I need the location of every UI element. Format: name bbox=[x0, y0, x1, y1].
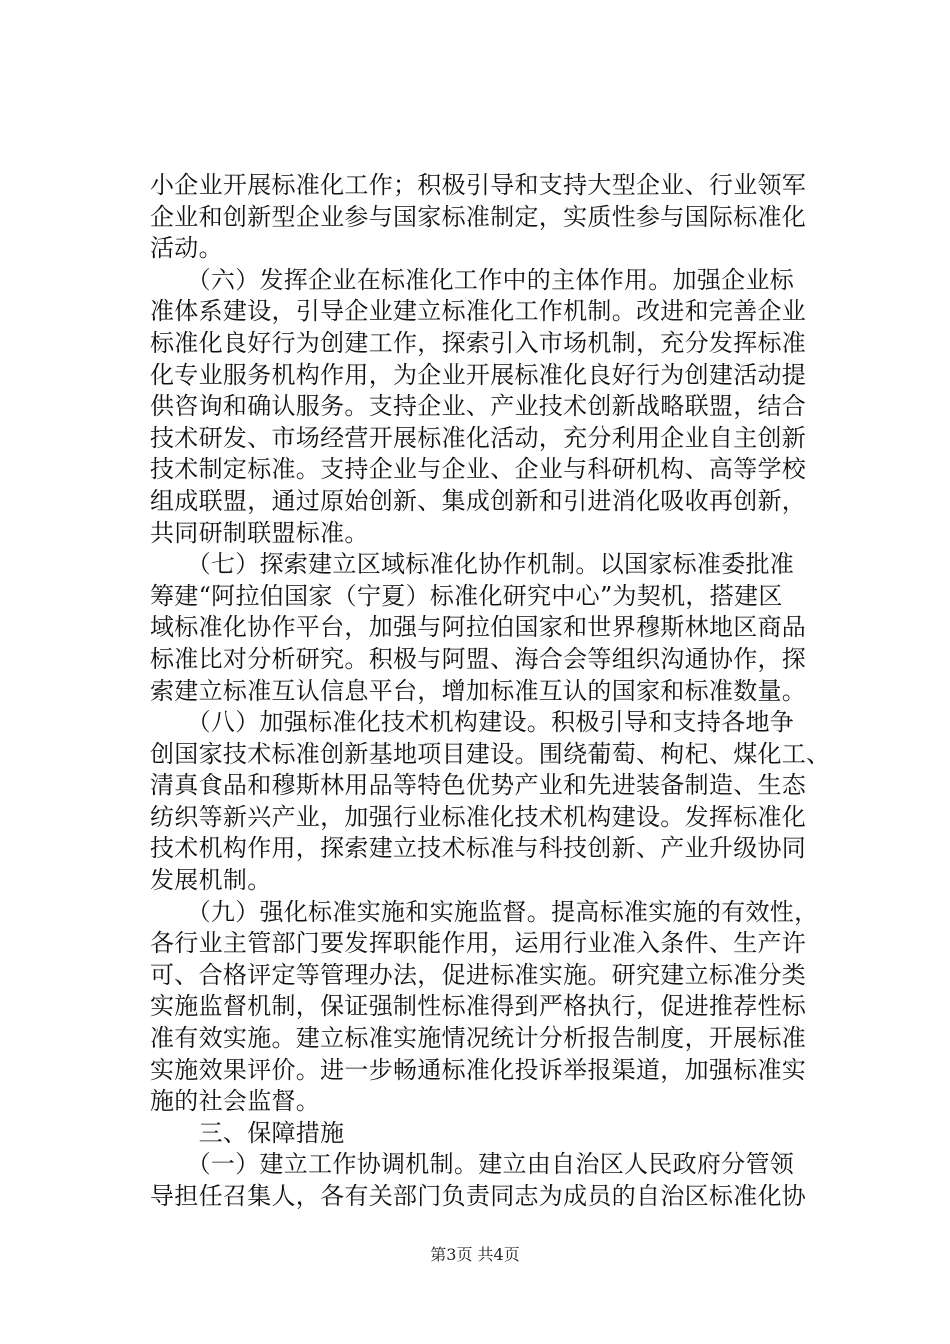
page-number-footer: 第3页 共4页 bbox=[430, 1245, 520, 1264]
text-line: 活动。 bbox=[150, 234, 223, 263]
text-line: 标准比对分析研究。积极与阿盟、海合会等组织沟通协作，探 bbox=[150, 644, 807, 673]
text-line: 纺织等新兴产业，加强行业标准化技术机构建设。发挥标准化 bbox=[150, 802, 807, 831]
text-line: （六）发挥企业在标准化工作中的主体作用。加强企业标 bbox=[150, 265, 795, 294]
text-line: 技术制定标准。支持企业与企业、企业与科研机构、高等学校 bbox=[150, 455, 807, 484]
text-line: 共同研制联盟标准。 bbox=[150, 518, 369, 547]
text-line: 准体系建设，引导企业建立标准化工作机制。改进和完善企业 bbox=[150, 297, 807, 326]
text-line: 供咨询和确认服务。支持企业、产业技术创新战略联盟，结合 bbox=[150, 392, 807, 421]
text-line: 可、合格评定等管理办法，促进标准实施。研究建立标准分类 bbox=[150, 960, 807, 989]
text-line: 准有效实施。建立标准实施情况统计分析报告制度，开展标准 bbox=[150, 1024, 807, 1053]
text-line: （八）加强标准化技术机构建设。积极引导和支持各地争 bbox=[150, 708, 795, 737]
text-line: 小企业开展标准化工作；积极引导和支持大型企业、行业领军 bbox=[150, 171, 807, 199]
body-text bbox=[150, 170, 840, 1213]
text-line: （七）探索建立区域标准化协作机制。以国家标准委批准 bbox=[150, 550, 795, 579]
text-line: （一）建立工作协调机制。建立由自治区人民政府分管领 bbox=[150, 1150, 795, 1179]
text-line: 导担任召集人，各有关部门负责同志为成员的自治区标准化协 bbox=[150, 1182, 807, 1210]
text-line: 清真食品和穆斯林用品等特色优势产业和先进装备制造、生态 bbox=[150, 771, 807, 800]
section-heading: 三、保障措施 bbox=[150, 1118, 345, 1147]
text-line: 索建立标准互认信息平台，增加标准互认的国家和标准数量。 bbox=[150, 676, 807, 705]
text-line: 标准化良好行为创建工作，探索引入市场机制，充分发挥标准 bbox=[150, 328, 807, 357]
text-line: 施的社会监督。 bbox=[150, 1087, 321, 1116]
text-line: 创国家技术标准创新基地项目建设。围绕葡萄、枸杞、煤化工、 bbox=[150, 739, 831, 768]
text-line: 企业和创新型企业参与国家标准制定，实质性参与国际标准化 bbox=[150, 202, 807, 231]
text-line: 发展机制。 bbox=[150, 866, 272, 895]
text-line: 各行业主管部门要发挥职能作用，运用行业准入条件、生产许 bbox=[150, 929, 807, 958]
text-line: （九）强化标准实施和实施监督。提高标准实施的有效性， bbox=[150, 897, 819, 926]
text-line: 技术机构作用，探索建立技术标准与科技创新、产业升级协同 bbox=[150, 834, 807, 863]
text-line: 技术研发、市场经营开展标准化活动，充分利用企业自主创新 bbox=[150, 423, 807, 452]
text-line: 筹建“阿拉伯国家（宁夏）标准化研究中心”为契机，搭建区 bbox=[150, 581, 783, 610]
text-line: 实施监督机制，保证强制性标准得到严格执行，促进推荐性标 bbox=[150, 992, 807, 1021]
text-line: 域标准化协作平台，加强与阿拉伯国家和世界穆斯林地区商品 bbox=[150, 613, 807, 642]
text-line: 组成联盟，通过原始创新、集成创新和引进消化吸收再创新， bbox=[150, 486, 807, 515]
text-line: 化专业服务机构作用，为企业开展标准化良好行为创建活动提 bbox=[150, 360, 807, 389]
text-line: 实施效果评价。进一步畅通标准化投诉举报渠道，加强标准实 bbox=[150, 1055, 807, 1084]
